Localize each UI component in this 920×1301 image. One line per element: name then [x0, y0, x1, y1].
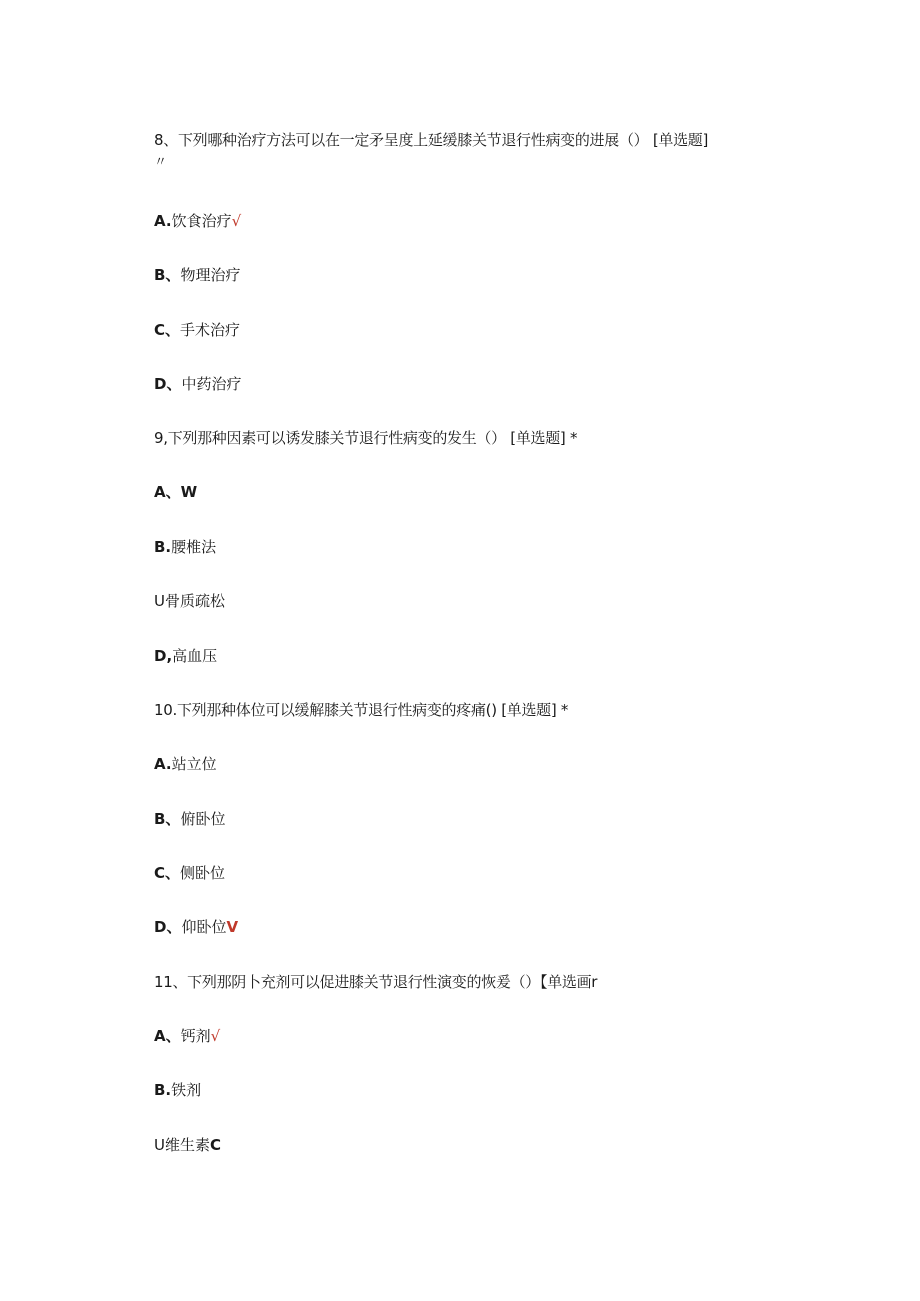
option-prefix: B.	[154, 538, 172, 556]
question-11-title	[154, 972, 597, 992]
option-text: 骨质疏松	[164, 592, 225, 610]
question-9-option-b	[154, 537, 216, 557]
question-8-option-c	[154, 320, 240, 340]
correct-answer-check: √	[210, 1027, 221, 1045]
question-8-title	[154, 130, 708, 150]
option-prefix: B.	[154, 1081, 172, 1099]
question-9-option-a	[154, 482, 197, 502]
question-10-title	[154, 700, 568, 720]
option-prefix: D、	[154, 918, 182, 936]
option-prefix: A、	[154, 1027, 181, 1045]
question-text: 11、下列那阴卜充剂可以促进膝关节退行性演变的恢爰（）【单选画r	[154, 973, 598, 991]
question-8-option-b	[154, 265, 240, 285]
option-text: 侧卧位	[180, 864, 226, 882]
correct-answer-check: √	[231, 212, 242, 230]
option-text: 饮食治疗	[171, 212, 232, 230]
correct-answer-check: V	[226, 918, 239, 936]
continuation-mark: 〃	[154, 155, 168, 170]
question-text: 8、下列哪种治疗方法可以在一定矛呈度上延缓膝关节退行性病变的进展（） [单选题]	[154, 131, 709, 149]
question-10-option-c	[154, 863, 225, 883]
question-11-option-a	[154, 1026, 220, 1046]
option-text: 维生素	[164, 1136, 210, 1154]
option-prefix: B、	[154, 266, 181, 284]
question-8-option-a	[154, 211, 241, 231]
question-text: 10.下列那种体位可以缓解膝关节退行性病变的疼痛() [单选题] *	[154, 701, 569, 719]
question-11-option-c	[154, 1135, 221, 1155]
option-text: 中药治疗	[181, 375, 242, 393]
question-8-option-d	[154, 374, 241, 394]
question-10-option-b	[154, 809, 225, 829]
option-text: 高血压	[172, 647, 218, 665]
option-text: 物理治疗	[180, 266, 241, 284]
question-11-option-b	[154, 1080, 201, 1100]
option-text: 钙剂	[180, 1027, 211, 1045]
option-text: 仰卧位	[181, 918, 227, 936]
question-9-option-c	[154, 591, 225, 611]
option-prefix: A.	[154, 212, 172, 230]
question-10-option-d	[154, 917, 238, 937]
option-suffix: C	[210, 1136, 222, 1154]
question-10-option-a	[154, 754, 217, 774]
option-text: 腰椎法	[171, 538, 217, 556]
option-prefix: U	[154, 592, 165, 610]
option-text: 手术治疗	[180, 321, 241, 339]
option-prefix: B、	[154, 810, 181, 828]
option-prefix: D、	[154, 375, 182, 393]
option-prefix: D,	[154, 647, 173, 665]
question-8-continuation	[154, 153, 167, 173]
question-text: 9,下列那种因素可以诱发膝关节退行性病变的发生（） [单选题] *	[154, 429, 578, 447]
option-prefix: C、	[154, 864, 181, 882]
option-prefix: C、	[154, 321, 181, 339]
question-9-title	[154, 428, 577, 448]
option-text: 站立位	[171, 755, 217, 773]
option-text: 俯卧位	[180, 810, 226, 828]
option-prefix: A.	[154, 755, 172, 773]
option-prefix: U	[154, 1136, 165, 1154]
option-text: 铁剂	[171, 1081, 202, 1099]
option-text: W	[180, 483, 198, 501]
question-9-option-d	[154, 646, 217, 666]
option-prefix: A、	[154, 483, 181, 501]
